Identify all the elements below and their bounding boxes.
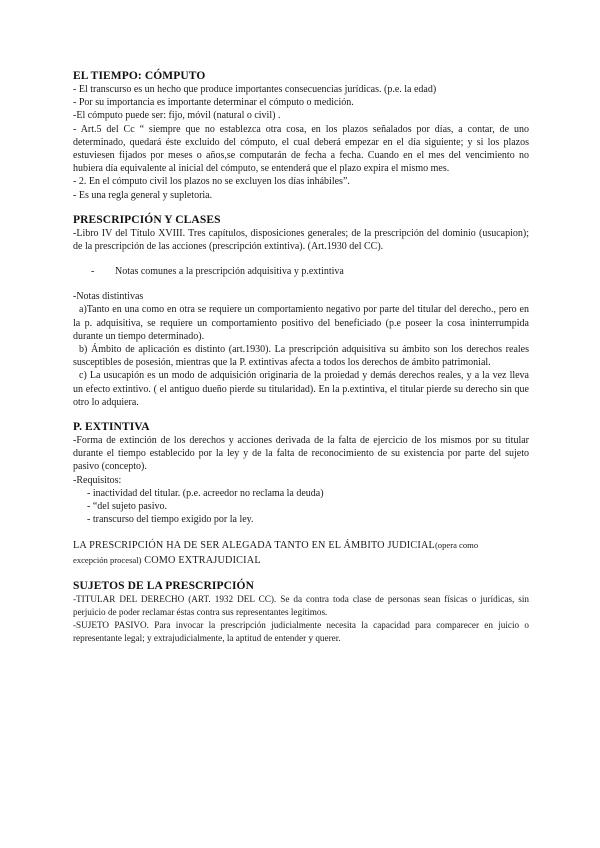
list-item: - transcurso del tiempo exigido por la ley. bbox=[87, 514, 254, 526]
list-item bbox=[73, 265, 529, 278]
paragraph: -Forma de extinción de los derechos y acciones derivada de la falta de ejercicio de los mismos por su titular durante el tiempo establecido por la ley y de la falta de reconocimiento de su existencia por parte del sujeto pasivo (concepto). bbox=[73, 435, 529, 473]
paragraph: - 2. En el cómputo civil los plazos no se excluyen los días inhábiles”. bbox=[73, 176, 350, 188]
paragraph: -El cómputo puede ser: fijo, móvil (natural o civil) . bbox=[73, 110, 281, 122]
section-heading: P. EXTINTIVA bbox=[73, 421, 150, 434]
section-heading: PRESCRIPCIÓN Y CLASES bbox=[73, 213, 221, 226]
section-tiempo-computo bbox=[73, 70, 529, 202]
parenthetical-text: (opera como bbox=[434, 540, 479, 551]
list-item-text: Notas comunes a la prescripción adquisitiva y p.extintiva bbox=[115, 266, 344, 278]
section-prescripcion-clases bbox=[73, 214, 529, 409]
paragraph bbox=[73, 538, 529, 568]
paragraph: -Notas distintivas bbox=[73, 291, 144, 303]
paragraph: -TITULAR DEL DERECHO (ART. 1932 DEL CC). Se da contra toda clase de personas sean físicas o jurídicas, sin perjuicio de poder reclamar éstas contra sus representantes legítimos. bbox=[73, 594, 529, 618]
list-item: - inactividad del titular. (p.e. acreedor no reclama la deuda) bbox=[87, 487, 324, 499]
caps-text: LA PRESCRIPCIÓN HA DE SER ALEGADA TANTO EN EL ÁMBITO JUDICIAL bbox=[73, 540, 435, 552]
bullet-marker: - bbox=[91, 266, 95, 278]
section-alegacion bbox=[73, 538, 529, 568]
paragraph: -Requisitos: bbox=[73, 474, 122, 486]
section-heading: SUJETOS DE LA PRESCRIPCIÓN bbox=[73, 580, 255, 593]
section-heading: EL TIEMPO: CÓMPUTO bbox=[73, 70, 206, 82]
paragraph: b) Ámbito de aplicación es distinto (art.1930). La prescripción adquisitiva su ámbito son los derechos reales susceptibles de posesión, mientras que la P. extintivas afecta a todos los derechos de ámbito patrimonial. bbox=[73, 344, 529, 369]
paragraph: - Por su importancia es importante determinar el cómputo o medición. bbox=[73, 97, 354, 109]
section-sujetos bbox=[73, 580, 529, 645]
paragraph: c) La usucapión es un modo de adquisición originaria de la proiedad y demás derechos reales, y a la vez lleva un efecto extintivo. ( el antiguo dueño pierde su titularidad). En la p.extintiva, el titular pierde su derecho sin que otro lo adquiera. bbox=[73, 370, 529, 408]
document-body bbox=[73, 70, 529, 657]
paragraph: -SUJETO PASIVO. Para invocar la prescripción judicialmente necesita la capacidad para comparecer en juicio o representante legal; y extrajudicialmente, la aptitud de entender y querer. bbox=[73, 620, 529, 644]
paragraph: -Libro IV del Título XVIII. Tres capítulos, disposiciones generales; de la prescripción del dominio (usucapion); de la prescripción de las acciones (prescripción extintiva). (Art.1930 del CC). bbox=[73, 227, 529, 253]
section-p-extintiva bbox=[73, 421, 529, 526]
paragraph: - Art.5 del Cc “ siempre que no establezca otra cosa, en los plazos señalados por días, a contar, de uno determinado, quedará éste excluido del cómputo, el cual deberá empezar en el día siguiente; y si los plazos estuviesen fijados por meses o años,se computarán de fecha a fecha. Cuando en el mes del vencimiento no hubiera día equivalente al inicial del cómputo, se entenderá que el plazo expira el mismo mes. bbox=[73, 123, 529, 175]
parenthetical-text: excepción procesal) bbox=[73, 555, 142, 566]
paragraph: - El transcurso es un hecho que produce importantes consecuencias jurídicas. (p.e. la edad) bbox=[73, 84, 437, 95]
caps-text: COMO EXTRAJUDICIAL bbox=[141, 555, 261, 567]
paragraph: - Es una regla general y supletoria. bbox=[73, 189, 213, 201]
list-item: - “del sujeto pasivo. bbox=[87, 501, 167, 513]
paragraph: a)Tanto en una como en otra se requiere un comportamiento negativo por parte del titular del derecho., pero en la p. adquisitiva, se requiere un comportamiento positivo del beneficiado (p.e poseer la cosa ininterrumpida durante un tiempo determinado). bbox=[73, 304, 529, 342]
